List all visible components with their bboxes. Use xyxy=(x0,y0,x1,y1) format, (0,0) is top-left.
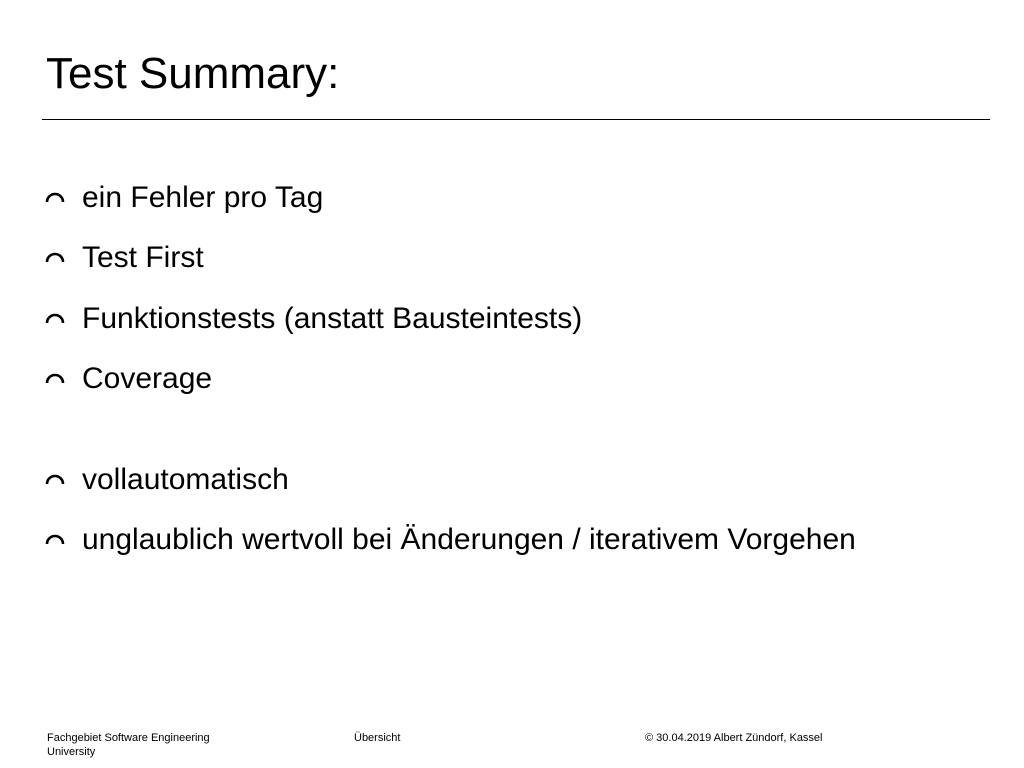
bullet-text: unglaublich wertvoll bei Änderungen / iterativem Vorgehen xyxy=(82,523,856,556)
bullet-item xyxy=(44,178,323,218)
bullet-item xyxy=(44,299,582,339)
bullet-item xyxy=(44,359,212,399)
bullet-text: ein Fehler pro Tag xyxy=(82,181,324,214)
bullet-text: Funktionstests (anstatt Bausteintests) xyxy=(82,302,583,335)
hollow-circle-bullet-icon xyxy=(44,247,66,269)
bullet-item xyxy=(44,520,856,560)
bullet-text: vollautomatisch xyxy=(82,463,289,496)
footer-section: Übersicht xyxy=(354,732,401,744)
bullet-text: Test First xyxy=(82,241,204,274)
bullet-text: Coverage xyxy=(82,362,213,395)
hollow-circle-bullet-icon xyxy=(44,308,66,330)
hollow-circle-bullet-icon xyxy=(44,469,66,491)
bullet-item xyxy=(44,238,204,278)
slide-title: Test Summary: xyxy=(46,49,340,98)
bullet-item xyxy=(44,460,289,500)
hollow-circle-bullet-icon xyxy=(44,187,66,209)
footer-copyright: © 30.04.2019 Albert Zündorf, Kassel xyxy=(645,732,823,744)
title-divider xyxy=(42,119,990,120)
footer-organization: Fachgebiet Software Engineering University xyxy=(47,732,210,758)
hollow-circle-bullet-icon xyxy=(44,529,66,551)
hollow-circle-bullet-icon xyxy=(44,368,66,390)
